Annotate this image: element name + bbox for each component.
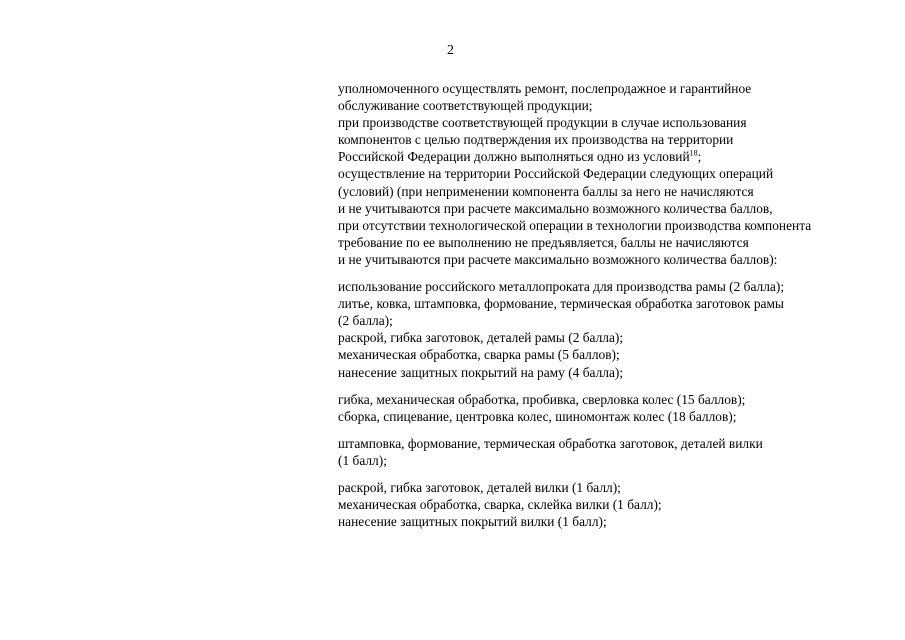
- list-item: раскрой, гибка заготовок, деталей вилки (1 балл);: [338, 479, 621, 495]
- fork-operations-group: [338, 479, 898, 530]
- list-item: сборка, спицевание, центровка колес, шиномонтаж колес (18 баллов);: [338, 408, 737, 424]
- text-line: при отсутствии технологической операции в технологии производства компонента: [338, 217, 812, 233]
- text-line: требование по ее выполнению не предъявляется, баллы не начисляются: [338, 234, 749, 250]
- frame-operations-group: [338, 278, 898, 381]
- list-item: литье, ковка, штамповка, формование, термическая обработка заготовок рамы: [338, 296, 784, 312]
- text-line: при производстве соответствующей продукции в случае использования: [338, 115, 747, 131]
- list-item: механическая обработка, сварка рамы (5 баллов);: [338, 347, 620, 363]
- federation-punct: ;: [697, 149, 702, 165]
- list-item: использование российского металлопроката для производства рамы (2 балла);: [338, 279, 785, 295]
- list-item: гибка, механическая обработка, пробивка, сверловка колес (15 баллов);: [338, 391, 746, 407]
- wheel-operations-group: [338, 391, 898, 425]
- intro-paragraph: [338, 80, 898, 268]
- federation-line: [338, 148, 898, 165]
- list-item: нанесение защитных покрытий вилки (1 балл);: [338, 514, 607, 530]
- text-line: (условий) (при неприменении компонента баллы за него не начисляются: [338, 183, 754, 199]
- text-line: обслуживание соответствующей продукции;: [338, 98, 593, 114]
- list-item: нанесение защитных покрытий на раму (4 балла);: [338, 364, 624, 380]
- page-number: 2: [447, 43, 454, 58]
- text-line: осуществление на территории Российской Федерации следующих операций: [338, 166, 774, 182]
- text-line: и не учитываются при расчете максимально возможного количества баллов,: [338, 200, 773, 216]
- list-item: (1 балл);: [338, 452, 387, 468]
- document-body: [338, 80, 898, 540]
- text-line: уполномоченного осуществлять ремонт, послепродажное и гарантийное: [338, 81, 752, 96]
- text-line: и не учитываются при расчете максимально возможного количества баллов):: [338, 251, 778, 267]
- footnote-reference: 18: [689, 148, 698, 158]
- text-line: компонентов с целью подтверждения их производства на территории: [338, 132, 734, 148]
- federation-text: Российской Федерации должно выполняться одно из условий: [338, 149, 690, 165]
- list-item: механическая обработка, сварка, склейка вилки (1 балл);: [338, 497, 662, 513]
- list-item: раскрой, гибка заготовок, деталей рамы (2 балла);: [338, 330, 624, 346]
- list-item: штамповка, формование, термическая обработка заготовок, деталей вилки: [338, 435, 763, 451]
- list-item: (2 балла);: [338, 313, 393, 329]
- fork-stamping-group: [338, 435, 898, 469]
